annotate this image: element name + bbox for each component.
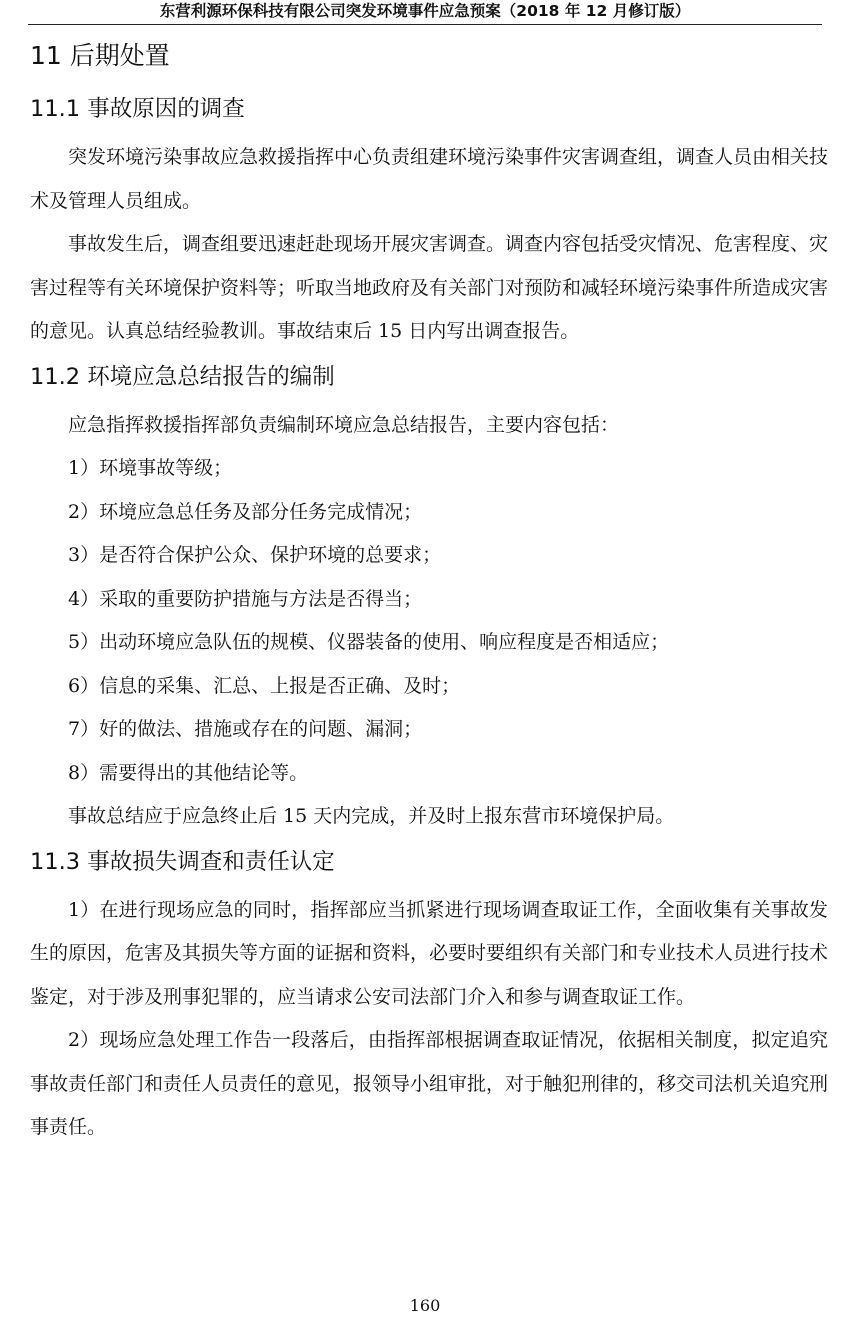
list-item: 2）环境应急总任务及部分任务完成情况；: [68, 500, 423, 523]
list-item: 6）信息的采集、汇总、上报是否正确、及时；: [68, 674, 461, 697]
list-item: 8）需要得出的其他结论等。: [68, 761, 309, 784]
paragraph: 事故总结应于应急终止后 15 天内完成，并及时上报东营市环境保护局。: [68, 805, 675, 827]
list-item: 3）是否符合保护公众、保护环境的总要求；: [68, 544, 442, 566]
paragraph: 事故发生后，调查组要迅速赶赴现场开展灾害调查。调查内容包括受灾情况、危害程度、灾害过程等有关环境保护资料等；听取当地政府及有关部门对预防和减轻环境污染事件所造成灾害的意见。认真总结经验教训。事故结束后 15 日内写出调查报告。: [30, 233, 829, 342]
list-item: 5）出动环境应急队伍的规模、仪器装备的使用、响应程度是否相适应；: [68, 631, 670, 653]
list-item: 7）好的做法、措施或存在的问题、漏洞；: [68, 718, 423, 740]
paragraph: 应急指挥救援指挥部负责编制环境应急总结报告，主要内容包括：: [68, 413, 620, 436]
paragraph: 2）现场应急处理工作告一段落后，由指挥部根据调查取证情况，依据相关制度，拟定追究事故责任部门和责任人员责任的意见，报领导小组审批，对于触犯刑律的，移交司法机关追究刑事责任。: [30, 1029, 829, 1138]
section-title: 11.2 环境应急总结报告的编制: [30, 363, 335, 390]
section-title: 11.1 事故原因的调查: [30, 96, 245, 122]
page-header: 东营利源环保科技有限公司突发环境事件应急预案（2018 年 12 月修订版）: [28, 0, 822, 25]
paragraph: 1）在进行现场应急的同时，指挥部应当抓紧进行现场调查取证工作，全面收集有关事故发生的原因，危害及其损失等方面的证据和资料，必要时要组织有关部门和专业技术人员进行技术鉴定，对于涉及刑事犯罪的，应当请求公安司法部门介入和参与调查取证工作。: [30, 898, 829, 1008]
chapter-title: 11 后期处置: [30, 41, 170, 70]
section-11-3: [30, 843, 828, 1150]
list-item: 1）环境事故等级；: [68, 457, 233, 479]
section-11-1: [30, 90, 828, 354]
list-item: 4）采取的重要防护措施与方法是否得当；: [68, 587, 423, 610]
section-title: 11.3 事故损失调查和责任认定: [30, 848, 335, 875]
paragraph: 突发环境污染事故应急救援指挥中心负责组建环境污染事件灾害调查组，调查人员由相关技术及管理人员组成。: [30, 146, 829, 212]
page-number: 160: [409, 1296, 441, 1315]
document-body: [30, 36, 828, 1150]
section-11-2: [30, 358, 828, 839]
